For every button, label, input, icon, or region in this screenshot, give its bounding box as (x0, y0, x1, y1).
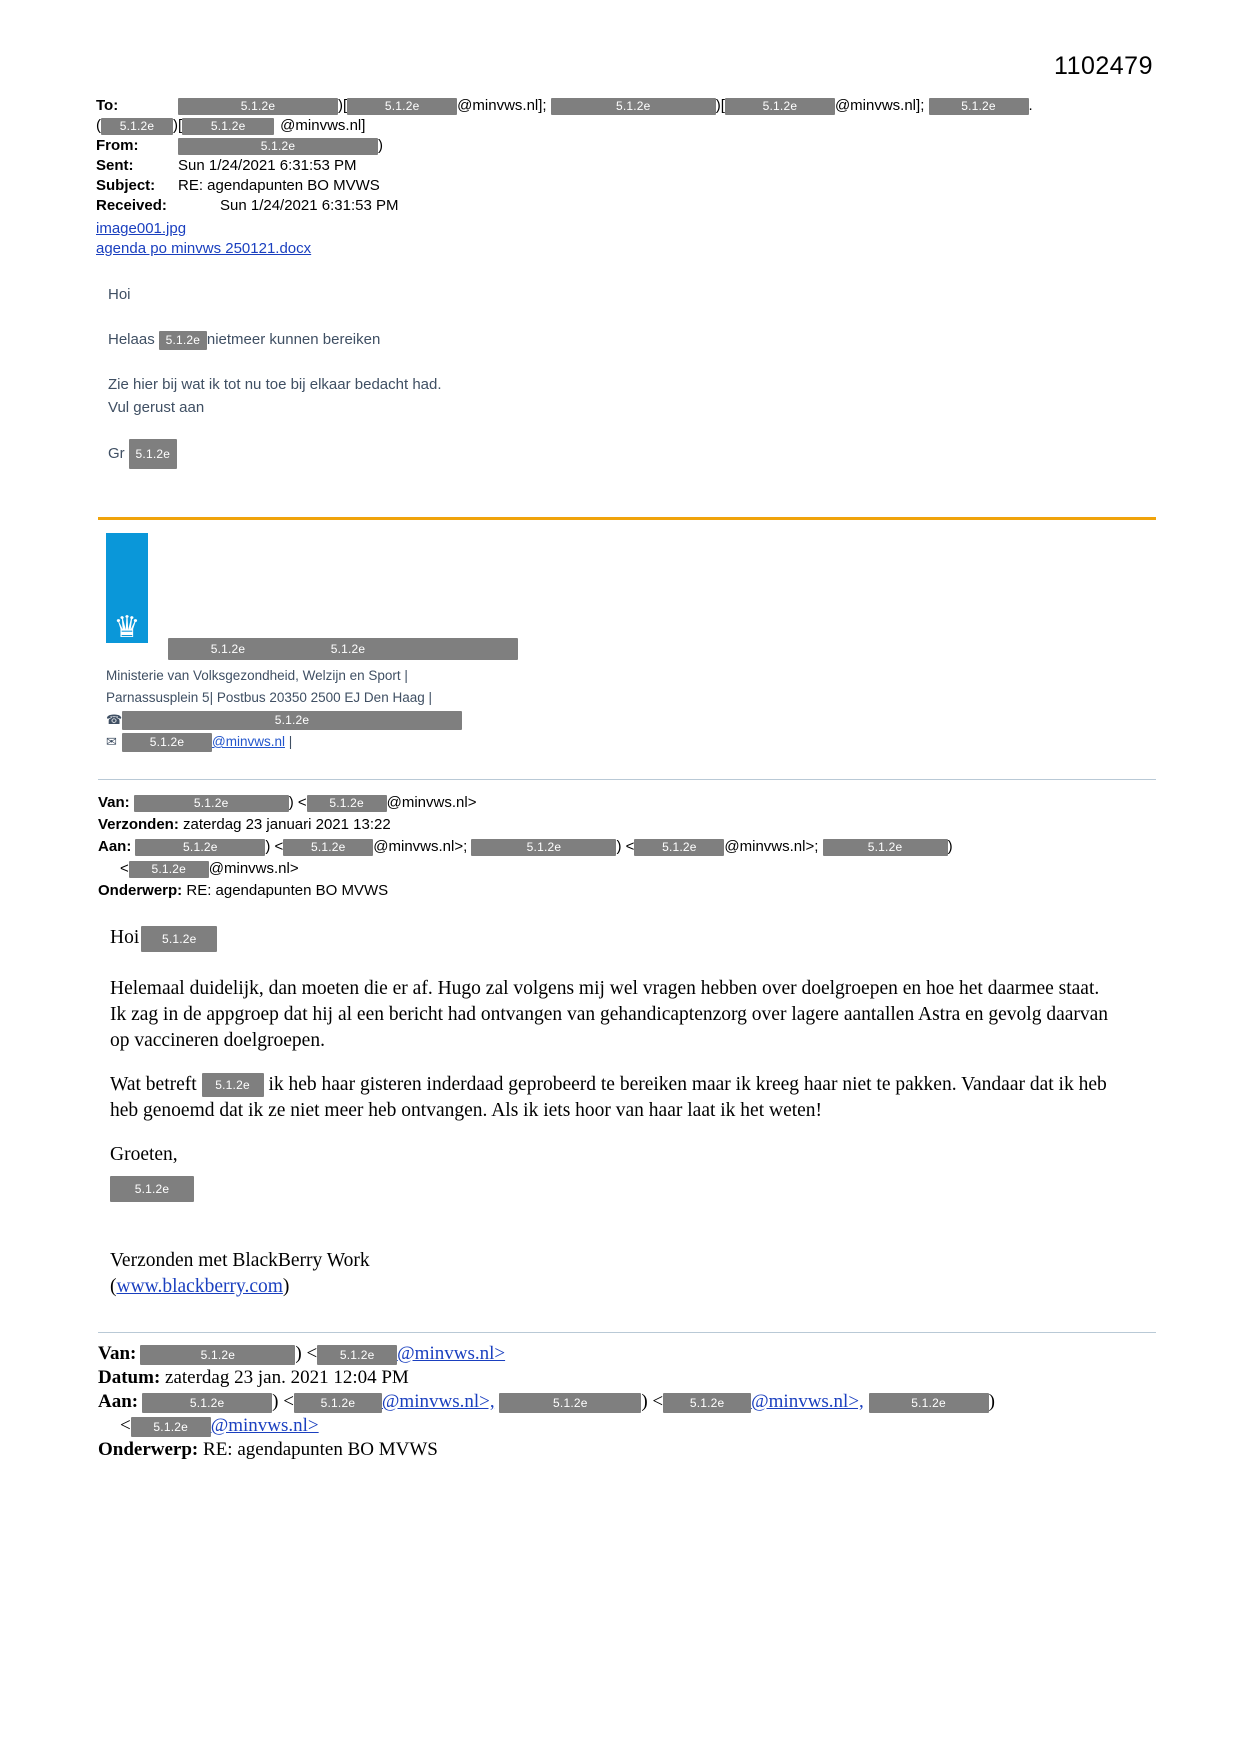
header-row-to: To: 5.1.2e )[ 5.1.2e @minvws.nl]; 5.1.2e )[ 5.1.2e @minvws.nl]; 5.1.2e . (96, 97, 1033, 114)
onderwerp-label: Onderwerp: (98, 1439, 199, 1460)
verzonden-value: zaterdag 23 januari 2021 13:22 (183, 816, 391, 833)
redaction-block: 5.1.2e (142, 1393, 272, 1413)
quoted1-paragraph-1: Helemaal duidelijk, dan moeten die er af. Hugo zal volgens mij wel vragen hebben over doelgroepen en hoe het daarmee staat. Ik zag in de appgroep dat hij al een bericht had ontvangen van gehandicaptenzorg over lagere aantallen Astra en gevolg daarvan op vaccineren doelgroepen. (110, 977, 1109, 1051)
quoted2-row-datum (98, 1366, 1168, 1390)
quoted2-row-aan-cont: < 5.1.2e @minvws.nl> (120, 1415, 319, 1436)
mail-domain: @minvws.nl> (210, 1415, 319, 1436)
redaction-block: 5.1.2e (182, 118, 274, 135)
crest-icon: ♛ (113, 611, 141, 644)
signature-address-line: Parnassusplein 5| Postbus 20350 2500 EJ Den Haag | (106, 690, 432, 705)
quoted1-row-aan-cont: < 5.1.2e @minvws.nl> (120, 860, 299, 877)
document-number: 1102479 (1054, 52, 1153, 80)
signature-name-redaction (168, 638, 518, 660)
quoted2-row-van: Van: 5.1.2e ) < 5.1.2e @minvws.nl> (98, 1343, 506, 1364)
redaction-block: 5.1.2e (823, 839, 948, 856)
quoted1-para2-post: ik heb haar gisteren inderdaad geprobeerd te bereiken maar ik kreeg haar niet te pakken. Vandaar dat ik heb heb genoemd dat ik ze niet meer heb ontvangen. Als ik iets hoor van haar laat ik het weten! (110, 1073, 1107, 1121)
onderwerp-label: Onderwerp: (98, 882, 183, 899)
redaction-block: 5.1.2e (101, 118, 173, 135)
signature-email-link[interactable]: @minvws.nl (212, 734, 285, 749)
paragraph-signoff (108, 439, 1108, 469)
redaction-block: 5.1.2e (110, 1176, 194, 1202)
redaction-block: 5.1.2e (551, 98, 716, 115)
greeting-text: Hoi (108, 286, 131, 303)
signature-org-line: Ministerie van Volksgezondheid, Welzijn en Sport | (106, 668, 408, 683)
redaction-block: 5.1.2e (347, 98, 457, 115)
quoted1-paragraph-2 (110, 1072, 1120, 1124)
datum-label: Datum: (98, 1367, 161, 1388)
quoted2-row-aan: Aan: 5.1.2e ) < 5.1.2e @minvws.nl>, 5.1.2e ) < 5.1.2e @minvws.nl>, 5.1.2e ) (98, 1391, 995, 1412)
helaas-pre-text: Helaas (108, 331, 155, 348)
van-label: Van: (98, 1343, 137, 1364)
quoted1-greeting (110, 925, 1120, 952)
quoted-header-2 (98, 1342, 1168, 1462)
redaction-block: 5.1.2e (307, 795, 387, 812)
blackberry-url-link[interactable]: www.blackberry.com (116, 1276, 283, 1298)
divider-quoted-2 (98, 1332, 1156, 1333)
van-label: Van: (98, 794, 130, 811)
redaction-block: 5.1.2e (135, 839, 265, 856)
redaction-block: 5.1.2e (141, 926, 217, 952)
paragraph-helaas (108, 328, 1108, 351)
redaction-block: 5.1.2e (725, 98, 835, 115)
redaction-block (168, 638, 518, 660)
divider-quoted-1 (98, 779, 1156, 780)
domain-text: @minvws.nl] (834, 97, 921, 114)
signature-phone-line (106, 709, 462, 731)
received-value: Sun 1/24/2021 6:31:53 PM (220, 197, 399, 214)
redaction-block: 5.1.2e (129, 861, 209, 878)
header-row-to-cont: ( 5.1.2e )[ 5.1.2e @minvws.nl] (96, 117, 366, 134)
subject-value: RE: agendapunten BO MVWS (178, 177, 380, 194)
mail-domain: @minvws.nl>, (751, 1391, 864, 1412)
zie-hier-line1: Zie hier bij wat ik tot nu toe bij elkaar bedacht had. (108, 376, 442, 393)
signature-pipe: | (288, 734, 293, 749)
redaction-block: 5.1.2e (131, 1417, 211, 1437)
signature-email-line (106, 731, 462, 753)
quoted2-row-onderwerp (98, 1438, 1168, 1462)
mail-domain: @minvws.nl>; (724, 838, 819, 855)
header-row-subject (96, 176, 1156, 195)
onderwerp-value: RE: agendapunten BO MVWS (186, 882, 389, 899)
attachment-link-agenda[interactable]: agenda po minvws 250121.docx (96, 240, 312, 257)
quoted1-sentwith: Verzonden met BlackBerry Work (110, 1250, 370, 1272)
redaction-block: 5.1.2e (140, 1345, 295, 1365)
redaction-block: 5.1.2e (317, 1345, 397, 1365)
redaction-label-1: 5.1.2e (210, 642, 246, 656)
quoted1-row-verzonden (98, 814, 1168, 835)
header-row-from: From: 5.1.2e ) (96, 137, 383, 154)
received-label: Received: (96, 197, 167, 214)
quoted-header-1 (98, 792, 1168, 902)
mail-domain: @minvws.nl>; (373, 838, 468, 855)
to-label: To: (96, 97, 119, 114)
sent-label: Sent: (96, 157, 134, 174)
redaction-block: 5.1.2e (499, 1393, 641, 1413)
quoted1-row-aan: Aan: 5.1.2e ) < 5.1.2e @minvws.nl>; 5.1.2e ) < 5.1.2e @minvws.nl>; 5.1.2e ) (98, 838, 953, 855)
sent-value: Sun 1/24/2021 6:31:53 PM (178, 157, 357, 174)
redaction-block: 5.1.2e (202, 1073, 264, 1097)
redaction-block: 5.1.2e (178, 98, 338, 115)
aan-label: Aan: (98, 838, 132, 855)
message-body-top (108, 283, 1108, 491)
aan-label: Aan: (98, 1391, 139, 1412)
quoted1-blackberry-line: (www.blackberry.com) (110, 1276, 290, 1298)
paragraph-zie-hier (108, 373, 1108, 419)
redaction-block: 5.1.2e (869, 1393, 989, 1413)
quoted1-greeting-text: Hoi (110, 927, 140, 948)
mail-domain: @minvws.nl> (386, 794, 477, 811)
quoted1-row-onderwerp (98, 880, 1168, 901)
orange-divider (98, 517, 1156, 520)
header-row-received (96, 196, 1156, 215)
domain-text: @minvws.nl] (457, 97, 543, 114)
subject-label: Subject: (96, 177, 156, 194)
zie-hier-line2: Vul gerust aan (108, 399, 205, 416)
mail-domain: @minvws.nl> (397, 1343, 506, 1364)
redaction-block: 5.1.2e (129, 439, 177, 469)
redaction-block: 5.1.2e (178, 138, 378, 155)
redaction-block: 5.1.2e (634, 839, 724, 856)
redaction-block: 5.1.2e (283, 839, 373, 856)
domain-text: @minvws.nl] (280, 117, 366, 134)
redaction-block: 5.1.2e (471, 839, 616, 856)
header-row-sent (96, 156, 1156, 175)
redaction-block: 5.1.2e (122, 711, 462, 730)
redaction-label-2: 5.1.2e (330, 642, 366, 656)
verzonden-label: Verzonden: (98, 816, 179, 833)
envelope-icon: ✉ (106, 734, 117, 749)
mail-domain: @minvws.nl> (208, 860, 299, 877)
attachment-link-image[interactable]: image001.jpg (96, 220, 187, 237)
redaction-block: 5.1.2e (663, 1393, 751, 1413)
quoted-body-1 (110, 925, 1120, 1318)
onderwerp-value: RE: agendapunten BO MVWS (203, 1439, 438, 1460)
quoted1-groeten-name (110, 1176, 1120, 1203)
redaction-block: 5.1.2e (294, 1393, 382, 1413)
email-header (96, 96, 1156, 259)
from-label: From: (96, 137, 139, 154)
helaas-post-text: nietmeer kunnen bereiken (206, 331, 381, 348)
redaction-block: 5.1.2e (134, 795, 289, 812)
mail-domain: @minvws.nl>, (381, 1391, 495, 1412)
signature-lines (106, 665, 462, 753)
quoted1-groeten: Groeten, (110, 1143, 178, 1165)
quoted1-para2-pre: Wat betreft (110, 1073, 197, 1095)
phone-icon: ☎ (106, 712, 123, 727)
datum-value: zaterdag 23 jan. 2021 12:04 PM (165, 1367, 409, 1388)
redaction-block: 5.1.2e (929, 98, 1029, 115)
signoff-text: Gr (108, 444, 125, 462)
quoted1-row-van: Van: 5.1.2e ) < 5.1.2e @minvws.nl> (98, 794, 477, 811)
redaction-block: 5.1.2e (122, 733, 212, 752)
redaction-block: 5.1.2e (159, 331, 207, 350)
